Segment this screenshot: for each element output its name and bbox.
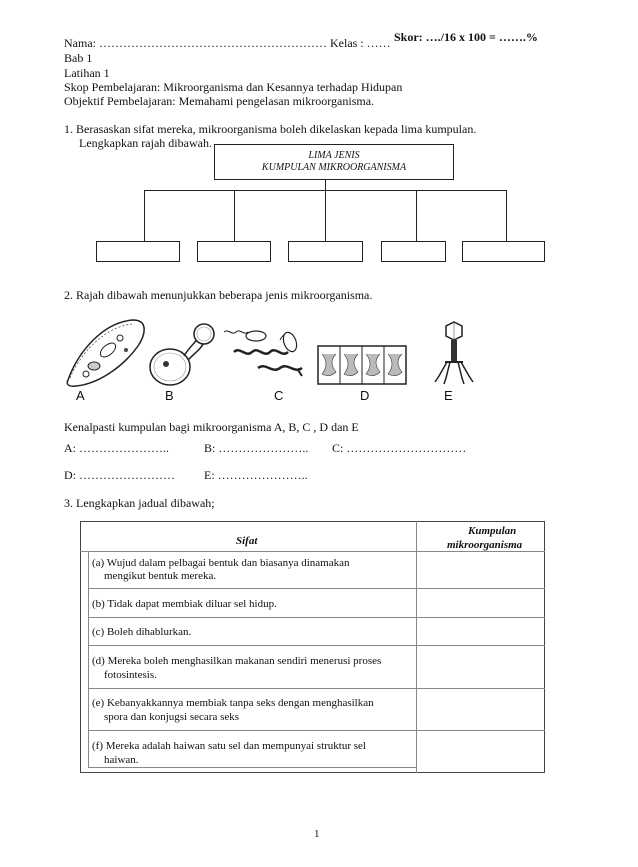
connector-5 (506, 190, 507, 242)
group-answer-box-5[interactable] (462, 241, 545, 262)
row-f-line1: (f) Mereka adalah haiwan satu sel dan mempunyai struktur sel (92, 740, 366, 752)
group-answer-box-3[interactable] (288, 241, 363, 262)
exercise-label: Latihan 1 (64, 66, 110, 80)
header-kumpulan-1: Kumpulan (468, 525, 517, 537)
answer-d[interactable]: D: …………………… (64, 468, 175, 482)
learning-scope: Skop Pembelajaran: Mikroorganisma dan Kesannya terhadap Hidupan (64, 80, 403, 94)
answer-b[interactable]: B: ………………….. (204, 441, 309, 455)
label-d: D (360, 388, 370, 403)
algae-image (318, 346, 406, 384)
row-c-line1: (c) Boleh dihablurkan. (92, 626, 192, 638)
answer-e[interactable]: E: ………………….. (204, 468, 308, 482)
label-e: E (444, 388, 453, 403)
answer-cell-a[interactable] (417, 552, 544, 588)
row-line (88, 551, 416, 552)
yeast-image (150, 324, 214, 385)
answer-a[interactable]: A: ………………….. (64, 441, 169, 455)
q2-text: 2. Rajah dibawah menunjukkan beberapa jenis mikroorganisma. (64, 288, 373, 302)
group-answer-box-4[interactable] (381, 241, 446, 262)
paramecium-image (67, 320, 144, 386)
label-a: A (76, 388, 85, 403)
label-c: C (274, 388, 284, 403)
answer-cell-b[interactable] (417, 589, 544, 617)
score-line: Skor: …./16 x 100 = …….% (394, 30, 538, 44)
header-kumpulan-2: mikroorganisma (447, 539, 523, 551)
bacteria-image (224, 331, 302, 376)
group-answer-box-1[interactable] (96, 241, 180, 262)
answer-cell-e[interactable] (417, 689, 544, 730)
q3-text: 3. Lengkapkan jadual dibawah; (64, 496, 215, 510)
q1-text: 1. Berasaskan sifat mereka, mikroorganisma boleh dikelaskan kepada lima kumpulan. (64, 122, 477, 136)
q1-root-box (214, 144, 454, 180)
answer-c[interactable]: C: ………………………… (332, 441, 467, 455)
row-a-line2: mengikut bentuk mereka. (104, 570, 217, 582)
row-d-line2: fotosintesis. (104, 669, 157, 681)
chapter-label: Bab 1 (64, 51, 93, 65)
learning-objective: Objektif Pembelajaran: Memahami pengelasan mikroorganisma. (64, 94, 375, 108)
connector-3 (325, 190, 326, 242)
q1-root-line2: KUMPULAN MIKROORGANISMA (261, 162, 407, 173)
label-b: B (165, 388, 174, 403)
header-sifat: Sifat (236, 535, 258, 547)
name-class-line: Nama: ………………………………………………… Kelas : …… (64, 36, 391, 50)
answer-cell-f[interactable] (417, 731, 544, 772)
row-b-line1: (b) Tidak dapat membiak diluar sel hidup. (92, 598, 277, 610)
microorganism-illustrations (58, 312, 638, 392)
q1-instruction: Lengkapkan rajah dibawah. (79, 136, 212, 150)
row-e-line1: (e) Kebanyakkannya membiak tanpa seks dengan menghasilkan (92, 697, 374, 709)
group-answer-box-2[interactable] (197, 241, 271, 262)
q2-instruction: Kenalpasti kumpulan bagi mikroorganisma A, B, C , D dan E (64, 420, 359, 434)
page-number: 1 (314, 828, 320, 840)
virus-image (435, 322, 473, 384)
connector-1 (144, 190, 145, 242)
q1-root-line1: LIMA JENIS (308, 150, 360, 161)
answer-cell-c[interactable] (417, 618, 544, 645)
row-e-line2: spora dan konjugsi secara seks (104, 711, 240, 723)
row-f-line2: haiwan. (104, 754, 139, 766)
row-d-line1: (d) Mereka boleh menghasilkan makanan sendiri menerusi proses (92, 655, 382, 667)
connector-4 (416, 190, 417, 242)
answer-cell-d[interactable] (417, 646, 544, 688)
row-line (88, 767, 416, 768)
row-a-line1: (a) Wujud dalam pelbagai bentuk dan biasanya dinamakan (92, 557, 350, 569)
connector-2 (234, 190, 235, 242)
row-left-edge (88, 551, 89, 767)
